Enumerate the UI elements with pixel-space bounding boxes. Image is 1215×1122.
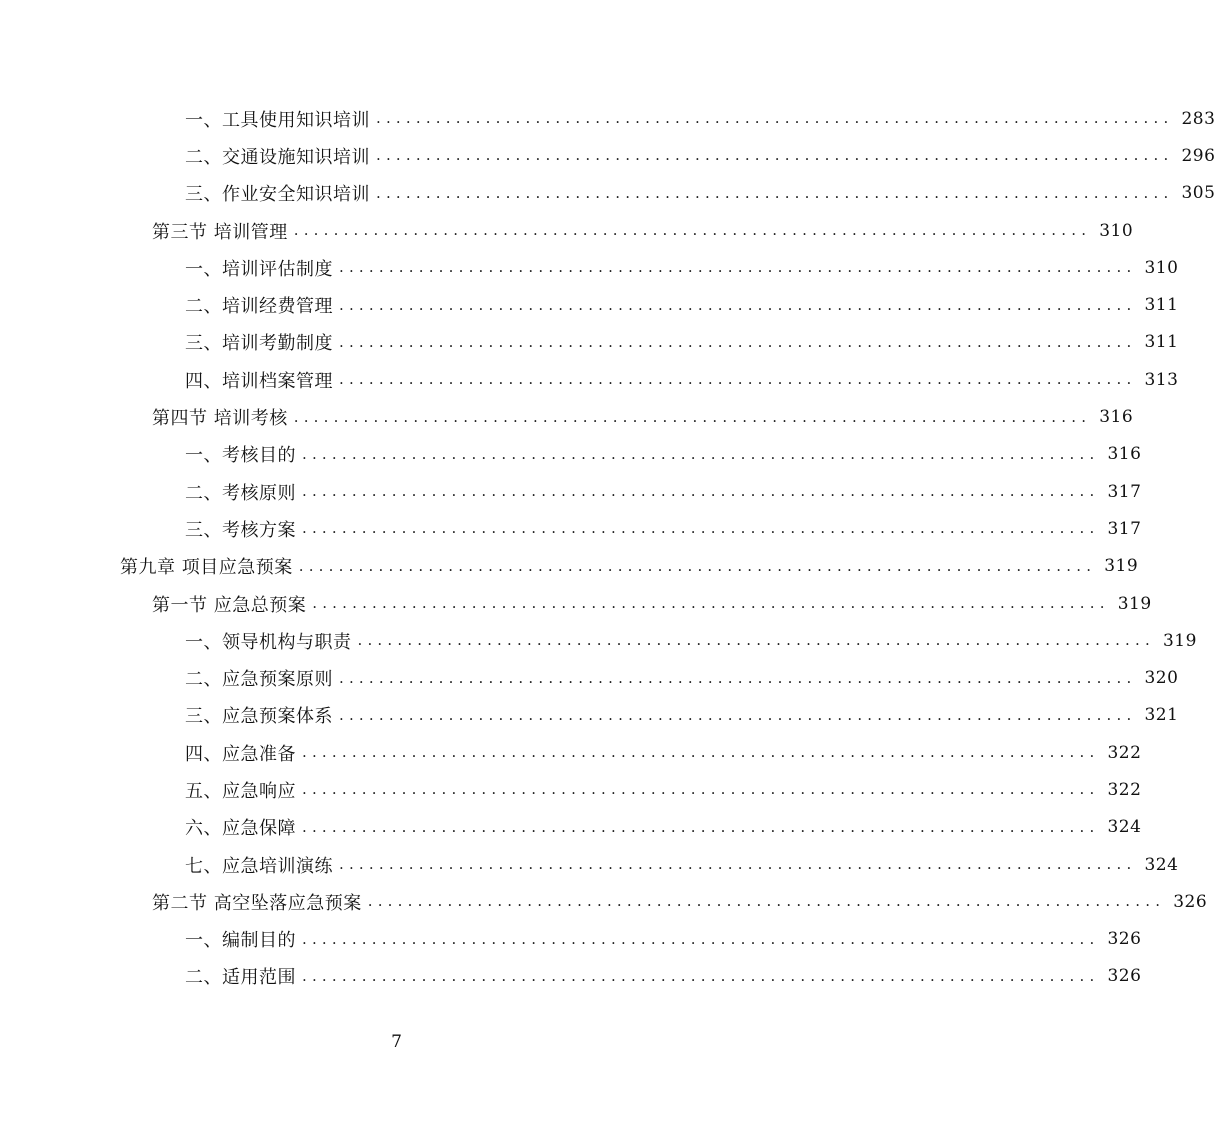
toc-entry-page: 320 bbox=[1144, 668, 1179, 689]
toc-entry[interactable] bbox=[0, 175, 1215, 212]
dot-leader: ................................................................................ bbox=[339, 332, 1137, 351]
dot-leader: ................................................................................ bbox=[293, 407, 1092, 426]
toc-entry-title: 五、应急响应 bbox=[185, 780, 296, 802]
toc-entry-title: 一、培训评估制度 bbox=[185, 258, 333, 280]
toc-entry-page: 311 bbox=[1144, 332, 1179, 353]
toc-entry-page: 311 bbox=[1144, 295, 1179, 316]
toc-entry-title: 一、领导机构与职责 bbox=[185, 631, 352, 653]
dot-leader: ................................................................................ bbox=[302, 519, 1100, 538]
toc-entry-page: 316 bbox=[1107, 444, 1142, 465]
toc-entry-page: 326 bbox=[1107, 929, 1142, 950]
dot-leader: ................................................................................ bbox=[357, 631, 1155, 650]
toc-entry-title: 一、考核目的 bbox=[185, 445, 296, 467]
toc-entry-title: 二、适用范围 bbox=[185, 967, 296, 989]
toc-entry-title: 第九章 项目应急预案 bbox=[120, 557, 293, 579]
toc-entry-title: 一、编制目的 bbox=[185, 930, 296, 952]
toc-entry-page: 324 bbox=[1144, 854, 1179, 875]
toc-entry-page: 326 bbox=[1173, 891, 1208, 912]
toc-entry[interactable] bbox=[0, 659, 1179, 696]
dot-leader: ................................................................................ bbox=[302, 743, 1100, 762]
toc-entry-page: 317 bbox=[1107, 481, 1142, 502]
toc-entry-page: 326 bbox=[1107, 966, 1142, 987]
dot-leader: ................................................................................ bbox=[302, 929, 1100, 948]
toc-entry-page: 319 bbox=[1162, 630, 1197, 651]
toc-entry-title: 六、应急保障 bbox=[185, 818, 296, 840]
dot-leader: ................................................................................ bbox=[339, 705, 1137, 724]
toc-entry-page: 319 bbox=[1117, 593, 1152, 614]
toc-entry[interactable] bbox=[0, 361, 1179, 398]
toc-entry-title: 三、作业安全知识培训 bbox=[185, 184, 370, 206]
toc-entry[interactable] bbox=[0, 100, 1215, 137]
page-number: 7 bbox=[391, 1032, 402, 1052]
toc-entry-page: 313 bbox=[1144, 369, 1179, 390]
dot-leader: ................................................................................ bbox=[376, 109, 1174, 128]
toc-entry-title: 二、考核原则 bbox=[185, 482, 296, 504]
dot-leader: ................................................................................ bbox=[339, 370, 1137, 389]
toc-entry-page: 324 bbox=[1107, 817, 1142, 838]
toc-entry[interactable] bbox=[0, 398, 1134, 435]
toc-entry[interactable] bbox=[0, 324, 1179, 361]
toc-entry-title: 第二节 高空坠落应急预案 bbox=[152, 892, 362, 914]
toc-entry-title: 三、应急预案体系 bbox=[185, 706, 333, 728]
dot-leader: ................................................................................ bbox=[298, 556, 1097, 575]
dot-leader: ................................................................................ bbox=[339, 668, 1137, 687]
toc-entry-page: 319 bbox=[1104, 556, 1139, 577]
toc-entry-page: 283 bbox=[1181, 108, 1215, 129]
toc-entry-title: 二、交通设施知识培训 bbox=[185, 146, 370, 168]
toc-entry[interactable] bbox=[0, 921, 1142, 958]
table-of-contents bbox=[0, 100, 1215, 995]
toc-entry[interactable] bbox=[0, 585, 1152, 622]
dot-leader: ................................................................................ bbox=[293, 221, 1092, 240]
toc-entry-page: 296 bbox=[1181, 145, 1215, 166]
toc-entry-page: 310 bbox=[1099, 220, 1134, 241]
toc-entry[interactable] bbox=[0, 846, 1179, 883]
dot-leader: ................................................................................ bbox=[376, 183, 1174, 202]
toc-entry-title: 三、培训考勤制度 bbox=[185, 333, 333, 355]
dot-leader: ................................................................................ bbox=[339, 855, 1137, 874]
toc-entry[interactable] bbox=[0, 697, 1179, 734]
toc-entry-title: 第四节 培训考核 bbox=[152, 408, 288, 430]
dot-leader: ................................................................................ bbox=[302, 482, 1100, 501]
dot-leader: ................................................................................ bbox=[302, 817, 1100, 836]
toc-entry[interactable] bbox=[0, 734, 1142, 771]
toc-entry-page: 322 bbox=[1107, 779, 1142, 800]
toc-entry-page: 316 bbox=[1099, 407, 1134, 428]
toc-entry[interactable] bbox=[0, 883, 1208, 920]
toc-entry-title: 四、培训档案管理 bbox=[185, 370, 333, 392]
toc-entry[interactable] bbox=[0, 473, 1142, 510]
dot-leader: ................................................................................ bbox=[302, 780, 1100, 799]
toc-entry-page: 317 bbox=[1107, 518, 1142, 539]
toc-entry-page: 310 bbox=[1144, 257, 1179, 278]
toc-entry-title: 四、应急准备 bbox=[185, 743, 296, 765]
toc-entry-page: 322 bbox=[1107, 742, 1142, 763]
dot-leader: ................................................................................ bbox=[302, 444, 1100, 463]
toc-entry[interactable] bbox=[0, 771, 1142, 808]
dot-leader: ................................................................................ bbox=[367, 892, 1166, 911]
dot-leader: ................................................................................ bbox=[302, 966, 1100, 985]
toc-entry[interactable] bbox=[0, 212, 1134, 249]
toc-entry[interactable] bbox=[0, 249, 1179, 286]
toc-entry-title: 三、考核方案 bbox=[185, 519, 296, 541]
toc-entry[interactable] bbox=[0, 137, 1215, 174]
toc-entry[interactable] bbox=[0, 622, 1197, 659]
toc-entry-title: 二、培训经费管理 bbox=[185, 296, 333, 318]
toc-entry-page: 321 bbox=[1144, 705, 1179, 726]
dot-leader: ................................................................................ bbox=[312, 594, 1110, 612]
dot-leader: ................................................................................ bbox=[339, 295, 1137, 314]
toc-entry[interactable] bbox=[0, 809, 1142, 846]
dot-leader: ................................................................................ bbox=[376, 146, 1174, 165]
toc-entry-title: 第三节 培训管理 bbox=[152, 221, 288, 243]
toc-entry[interactable] bbox=[0, 510, 1142, 547]
toc-entry[interactable] bbox=[0, 958, 1142, 995]
toc-entry-title: 第一节 应急总预案 bbox=[152, 594, 307, 616]
toc-entry-title: 七、应急培训演练 bbox=[185, 855, 333, 877]
toc-entry[interactable] bbox=[0, 548, 1139, 585]
toc-entry[interactable] bbox=[0, 286, 1179, 323]
dot-leader: ................................................................................ bbox=[339, 258, 1137, 277]
toc-entry-title: 一、工具使用知识培训 bbox=[185, 109, 370, 131]
toc-entry[interactable] bbox=[0, 436, 1142, 473]
toc-entry-page: 305 bbox=[1181, 183, 1215, 204]
toc-entry-title: 二、应急预案原则 bbox=[185, 669, 333, 691]
